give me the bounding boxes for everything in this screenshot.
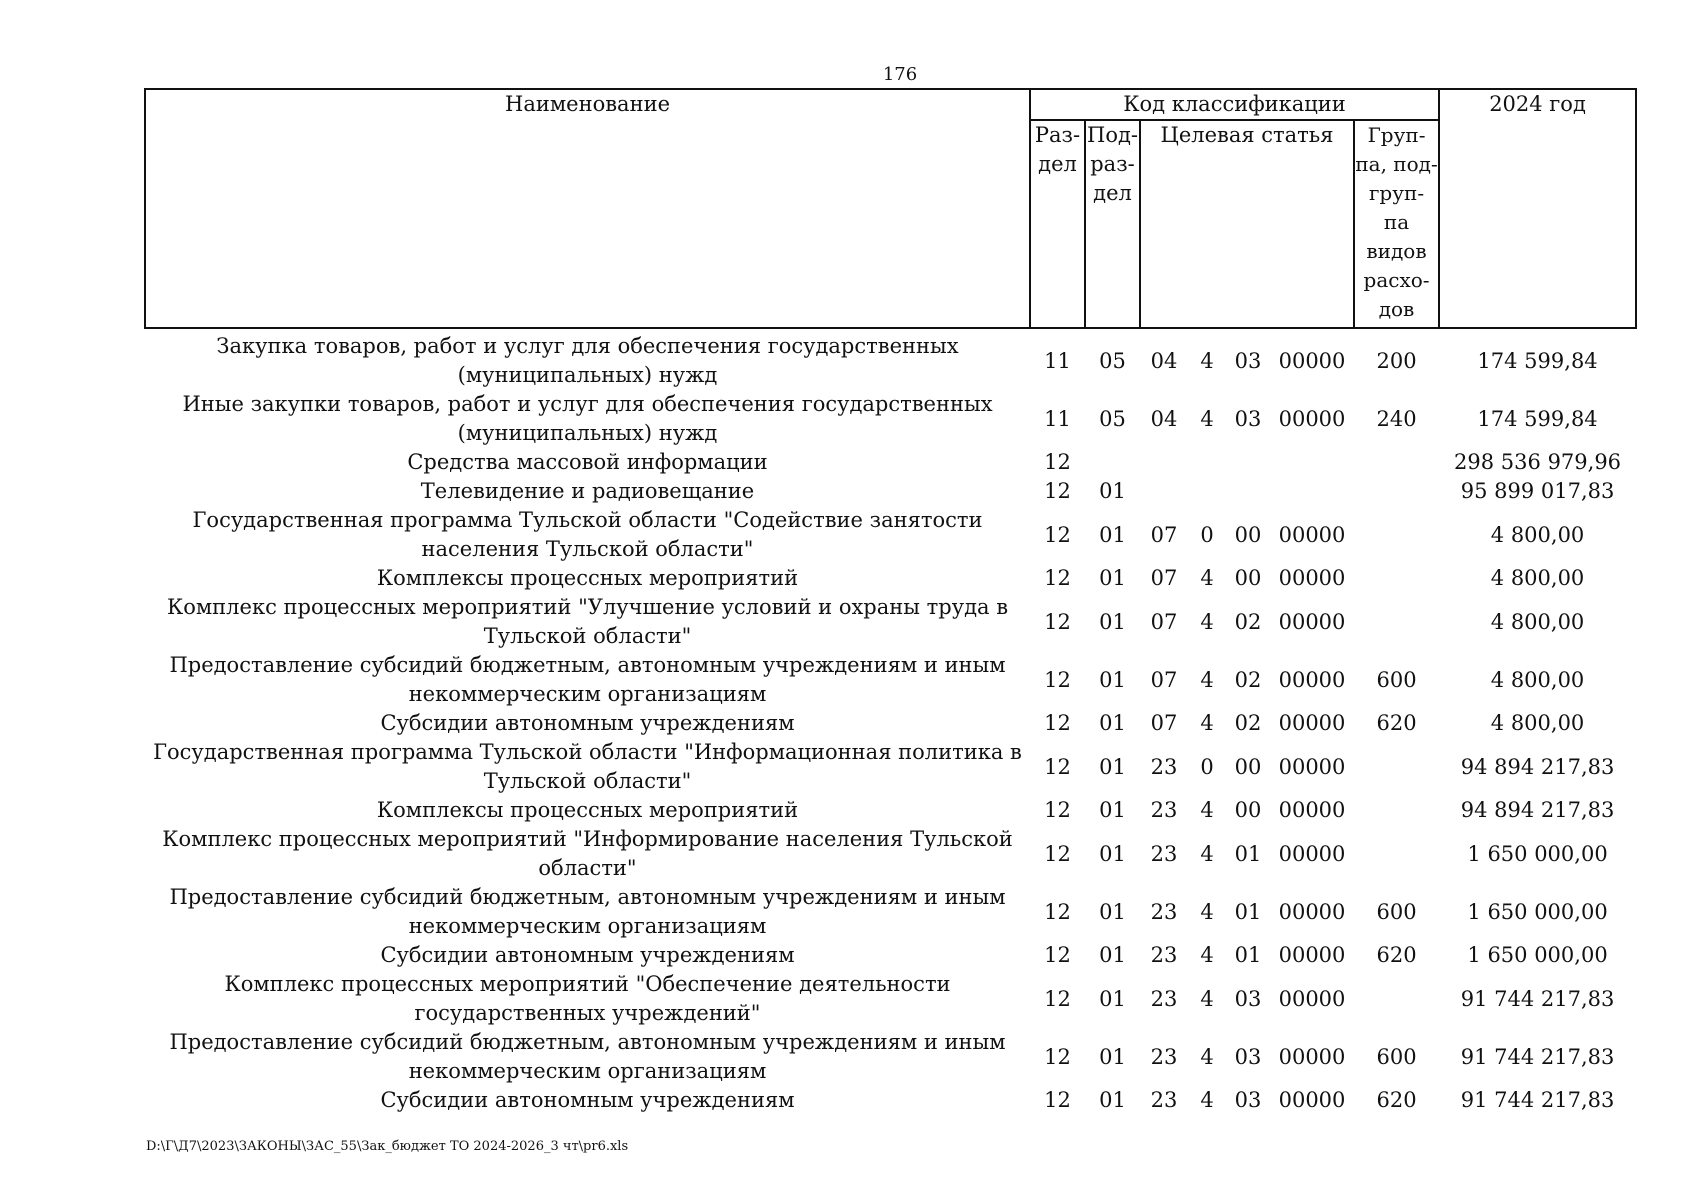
row-expense-group (1354, 506, 1439, 564)
table-row (145, 651, 1636, 709)
row-expense-group: 600 (1376, 667, 1417, 692)
row-expense-group (1354, 477, 1439, 506)
row-target-type: 0 (1200, 522, 1214, 547)
row-expense-group: 600 (1376, 899, 1417, 924)
row-name: Предоставление субсидий бюджетным, автономным учреждениям и иным некоммерческим организациям (169, 653, 1006, 706)
row-section: 12 (1044, 566, 1071, 590)
row-target-type: 4 (1200, 798, 1214, 822)
row-target-direction: 00000 (1278, 566, 1346, 590)
row-target-subprogram: 03 (1234, 406, 1262, 431)
row-name: Телевидение и радиовещание (420, 479, 755, 503)
header-section: Раз- дел (1030, 120, 1085, 328)
row-target-program: 23 (1150, 798, 1178, 822)
row-amount: 4 800,00 (1490, 667, 1585, 692)
row-name: Средства массовой информации (407, 450, 768, 474)
row-target-direction: 00000 (1278, 522, 1346, 547)
row-name: Субсидии автономным учреждениям (380, 943, 795, 967)
row-target-direction: 00000 (1278, 841, 1346, 866)
row-subsection: 05 (1099, 406, 1126, 431)
row-expense-group (1354, 825, 1439, 883)
row-amount: 298 536 979,96 (1454, 450, 1622, 474)
row-target-direction: 00000 (1278, 1044, 1346, 1069)
row-expense-group (1354, 593, 1439, 651)
row-amount: 91 744 217,83 (1460, 986, 1615, 1011)
table-row (145, 564, 1636, 593)
row-section: 12 (1044, 841, 1071, 866)
row-target-type: 4 (1200, 667, 1214, 692)
table-row (145, 328, 1636, 390)
row-name: Государственная программа Тульской области "Информационная политика в Тульской области" (153, 740, 1022, 793)
row-target-type (1188, 448, 1226, 477)
table-row (145, 825, 1636, 883)
row-amount: 94 894 217,83 (1460, 754, 1615, 779)
table-row (145, 448, 1636, 477)
row-target-subprogram: 02 (1234, 667, 1262, 692)
row-target-subprogram: 02 (1234, 711, 1262, 735)
row-name: Комплекс процессных мероприятий "Улучшение условий и охраны труда в Тульской области" (166, 595, 1009, 648)
row-target-subprogram (1226, 477, 1270, 506)
row-target-direction: 00000 (1278, 1088, 1346, 1112)
row-subsection: 01 (1099, 667, 1126, 692)
row-target-program: 07 (1150, 667, 1178, 692)
row-section: 12 (1044, 522, 1071, 547)
row-amount: 91 744 217,83 (1460, 1044, 1615, 1069)
row-name: Комплексы процессных мероприятий (376, 566, 799, 590)
row-target-subprogram: 02 (1234, 609, 1262, 634)
row-target-direction: 00000 (1278, 754, 1346, 779)
row-target-direction (1270, 477, 1354, 506)
row-target-program: 23 (1150, 1044, 1178, 1069)
page-number: 176 (882, 64, 918, 85)
row-expense-group (1354, 448, 1439, 477)
table-row (145, 477, 1636, 506)
table-row (145, 593, 1636, 651)
row-section: 12 (1044, 798, 1071, 822)
row-amount: 4 800,00 (1490, 609, 1585, 634)
table-header (145, 89, 1636, 328)
row-subsection: 01 (1099, 522, 1126, 547)
row-name: Комплекс процессных мероприятий "Информирование населения Тульской области" (162, 827, 1013, 880)
row-target-program: 07 (1150, 711, 1178, 735)
row-target-type: 4 (1200, 711, 1214, 735)
table-row (145, 941, 1636, 970)
row-target-subprogram: 03 (1234, 348, 1262, 373)
row-subsection (1085, 448, 1140, 477)
budget-table (144, 88, 1637, 1115)
row-target-subprogram: 00 (1234, 566, 1262, 590)
row-section: 12 (1044, 899, 1071, 924)
row-section: 12 (1044, 1044, 1071, 1069)
table-row (145, 796, 1636, 825)
row-target-direction: 00000 (1278, 986, 1346, 1011)
header-group: Груп- па, под- груп- па видов расхо- дов (1354, 120, 1439, 328)
row-expense-group: 240 (1376, 406, 1417, 431)
row-subsection: 01 (1099, 841, 1126, 866)
row-expense-group (1354, 796, 1439, 825)
row-subsection: 01 (1099, 1088, 1126, 1112)
row-target-direction: 00000 (1278, 406, 1346, 431)
row-target-direction: 00000 (1278, 711, 1346, 735)
row-section: 11 (1044, 348, 1071, 373)
row-target-direction: 00000 (1278, 943, 1346, 967)
row-expense-group (1354, 970, 1439, 1028)
row-target-type: 4 (1200, 609, 1214, 634)
row-target-program: 23 (1150, 754, 1178, 779)
row-target-program: 07 (1150, 609, 1178, 634)
row-amount: 174 599,84 (1477, 348, 1598, 373)
row-target-program: 07 (1150, 566, 1178, 590)
row-amount: 1 650 000,00 (1467, 899, 1608, 924)
header-name: Наименование (145, 89, 1030, 328)
row-target-subprogram: 00 (1234, 522, 1262, 547)
row-target-direction: 00000 (1278, 798, 1346, 822)
row-section: 12 (1044, 943, 1071, 967)
row-subsection: 01 (1099, 479, 1126, 503)
row-target-type: 0 (1200, 754, 1214, 779)
row-expense-group (1354, 564, 1439, 593)
row-name: Субсидии автономным учреждениям (380, 1088, 795, 1112)
table-row (145, 970, 1636, 1028)
table-row (145, 390, 1636, 448)
row-target-program: 23 (1150, 899, 1178, 924)
row-name: Комплексы процессных мероприятий (376, 798, 799, 822)
row-amount: 4 800,00 (1490, 711, 1585, 735)
row-subsection: 01 (1099, 609, 1126, 634)
row-target-type: 4 (1200, 566, 1214, 590)
table-row (145, 883, 1636, 941)
row-amount: 1 650 000,00 (1467, 841, 1608, 866)
row-name: Государственная программа Тульской области "Содействие занятости населения Тульской области" (192, 508, 983, 561)
row-target-program (1140, 448, 1188, 477)
row-target-type: 4 (1200, 841, 1214, 866)
row-target-subprogram: 00 (1234, 798, 1262, 822)
row-expense-group: 620 (1376, 1088, 1417, 1112)
row-subsection: 01 (1099, 754, 1126, 779)
row-section: 12 (1044, 754, 1071, 779)
header-target: Целевая статья (1140, 120, 1354, 328)
row-target-type: 4 (1200, 348, 1214, 373)
row-target-program: 04 (1150, 406, 1178, 431)
row-name: Закупка товаров, работ и услуг для обеспечения государственных (муниципальных) нужд (216, 334, 959, 387)
row-target-subprogram (1226, 448, 1270, 477)
row-target-direction: 00000 (1278, 667, 1346, 692)
table-body (145, 328, 1636, 1115)
row-target-subprogram: 01 (1234, 841, 1262, 866)
row-section: 12 (1044, 609, 1071, 634)
row-name: Субсидии автономным учреждениям (380, 711, 795, 735)
row-subsection: 01 (1099, 798, 1126, 822)
row-target-program: 07 (1150, 522, 1178, 547)
row-expense-group (1354, 738, 1439, 796)
row-target-type: 4 (1200, 1088, 1214, 1112)
row-subsection: 01 (1099, 943, 1126, 967)
row-target-program: 23 (1150, 1088, 1178, 1112)
row-target-program: 23 (1150, 841, 1178, 866)
row-section: 12 (1044, 479, 1071, 503)
table-row (145, 506, 1636, 564)
row-subsection: 01 (1099, 899, 1126, 924)
row-target-subprogram: 01 (1234, 899, 1262, 924)
row-target-subprogram: 03 (1234, 1088, 1262, 1112)
row-subsection: 01 (1099, 1044, 1126, 1069)
row-name: Комплекс процессных мероприятий "Обеспечение деятельности государственных учреждений" (224, 972, 951, 1025)
row-name: Иные закупки товаров, работ и услуг для обеспечения государственных (муниципальных) нужд (182, 392, 993, 445)
row-amount: 174 599,84 (1477, 406, 1598, 431)
row-target-subprogram: 03 (1234, 1044, 1262, 1069)
row-target-direction (1270, 448, 1354, 477)
row-target-subprogram: 00 (1234, 754, 1262, 779)
row-expense-group: 620 (1376, 943, 1417, 967)
row-target-program (1140, 477, 1188, 506)
row-target-direction: 00000 (1278, 609, 1346, 634)
row-target-program: 23 (1150, 943, 1178, 967)
row-target-type (1188, 477, 1226, 506)
row-expense-group: 200 (1376, 348, 1417, 373)
row-amount: 4 800,00 (1490, 566, 1585, 590)
table-row (145, 1086, 1636, 1115)
row-target-subprogram: 01 (1234, 943, 1262, 967)
row-target-type: 4 (1200, 899, 1214, 924)
row-name: Предоставление субсидий бюджетным, автономным учреждениям и иным некоммерческим организациям (169, 1030, 1006, 1083)
row-subsection: 01 (1099, 566, 1126, 590)
row-expense-group: 620 (1376, 711, 1417, 735)
row-target-type: 4 (1200, 406, 1214, 431)
table-row (145, 709, 1636, 738)
row-section: 12 (1044, 986, 1071, 1011)
row-target-program: 23 (1150, 986, 1178, 1011)
row-section: 12 (1044, 711, 1071, 735)
row-name: Предоставление субсидий бюджетным, автономным учреждениям и иным некоммерческим организациям (169, 885, 1006, 938)
row-target-type: 4 (1200, 943, 1214, 967)
row-amount: 1 650 000,00 (1467, 943, 1608, 967)
row-target-direction: 00000 (1278, 899, 1346, 924)
table-row (145, 738, 1636, 796)
row-section: 12 (1044, 450, 1071, 474)
row-subsection: 05 (1099, 348, 1126, 373)
row-amount: 95 899 017,83 (1460, 479, 1615, 503)
row-section: 12 (1044, 667, 1071, 692)
table-row (145, 1028, 1636, 1086)
row-target-direction: 00000 (1278, 348, 1346, 373)
row-section: 11 (1044, 406, 1071, 431)
file-path-footer: D:\Г\Д7\2023\ЗАКОНЫ\ЗАС_55\Зак_бюджет ТО 2024-2026_3 чт\pr6.xls (146, 1139, 629, 1154)
row-subsection: 01 (1099, 986, 1126, 1011)
row-amount: 91 744 217,83 (1460, 1088, 1615, 1112)
row-target-type: 4 (1200, 1044, 1214, 1069)
row-subsection: 01 (1099, 711, 1126, 735)
header-classification: Код классификации (1030, 89, 1439, 120)
row-section: 12 (1044, 1088, 1071, 1112)
row-target-subprogram: 03 (1234, 986, 1262, 1011)
row-target-type: 4 (1200, 986, 1214, 1011)
row-amount: 4 800,00 (1490, 522, 1585, 547)
row-amount: 94 894 217,83 (1460, 798, 1615, 822)
row-target-program: 04 (1150, 348, 1178, 373)
header-subsection: Под- раз- дел (1085, 120, 1140, 328)
row-expense-group: 600 (1376, 1044, 1417, 1069)
header-year: 2024 год (1439, 89, 1636, 328)
